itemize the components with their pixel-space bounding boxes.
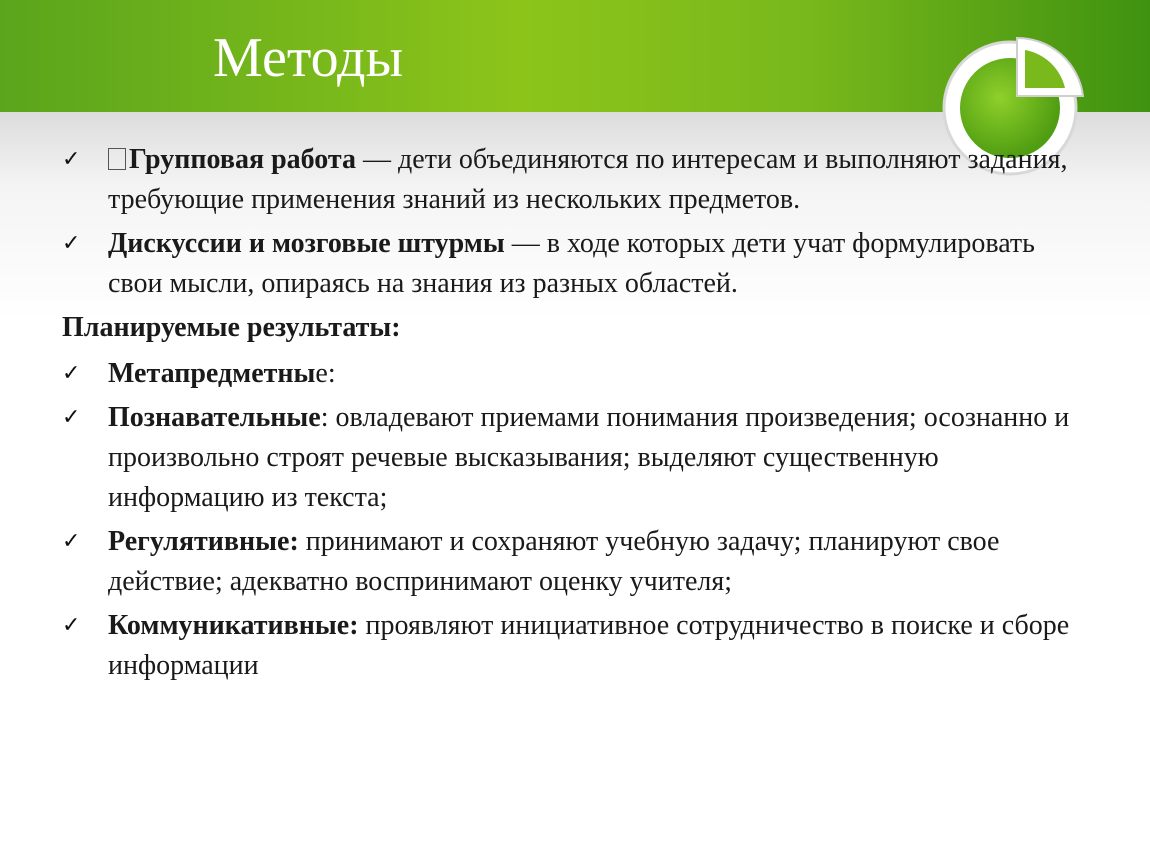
item-description: проявляют инициативное сотрудничество в поиске и сборе информации (108, 610, 1070, 681)
item-bold-label: Дискуссии и мозговые штурмы (108, 228, 505, 259)
check-icon: ✓ (62, 405, 81, 430)
item-bold-label: Коммуникативные: (108, 610, 359, 641)
slide-title: Методы (213, 27, 404, 89)
item-bold-label: Регулятивные: (108, 526, 299, 557)
check-icon: ✓ (62, 231, 81, 256)
item-bold-label: Групповая работа (129, 144, 357, 175)
item-description: е: (315, 358, 336, 389)
item-bold-label: Метапредметны (108, 358, 316, 389)
check-icon: ✓ (62, 147, 81, 172)
item-description: — в ходе которых дети учат формулировать свои мысли, опираясь на знания из разных областей. (108, 228, 1035, 299)
list-item-text (108, 522, 1082, 602)
list-item (62, 398, 1082, 518)
list-item-text (108, 224, 1082, 304)
item-description: принимают и сохраняют учебную задачу; планируют свое действие; адекватно воспринимают оценку учителя; (108, 526, 1000, 597)
list-item-text (108, 140, 1082, 220)
results-heading: Планируемые результаты: (62, 312, 401, 343)
list-item (62, 606, 1082, 686)
item-description: : овладевают приемами понимания произведения; осознанно и произвольно строят речевые высказывания; выделяют существенную информацию из текста; (108, 402, 1070, 513)
item-bold-label: Познавательные (108, 402, 321, 433)
missing-glyph-icon (108, 148, 126, 170)
list-item (62, 224, 1082, 304)
list-item (62, 522, 1082, 602)
list-item-text (108, 398, 1082, 518)
item-description: — дети объединяются по интересам и выполняют задания, требующие применения знаний из нескольких предметов. (108, 144, 1068, 215)
check-icon: ✓ (62, 613, 81, 638)
list-item (62, 354, 1082, 394)
list-item (62, 140, 1082, 220)
slide-content (62, 140, 1082, 690)
check-icon: ✓ (62, 361, 81, 386)
list-item-text (108, 354, 1082, 394)
check-icon: ✓ (62, 529, 81, 554)
list-item-text (108, 606, 1082, 686)
